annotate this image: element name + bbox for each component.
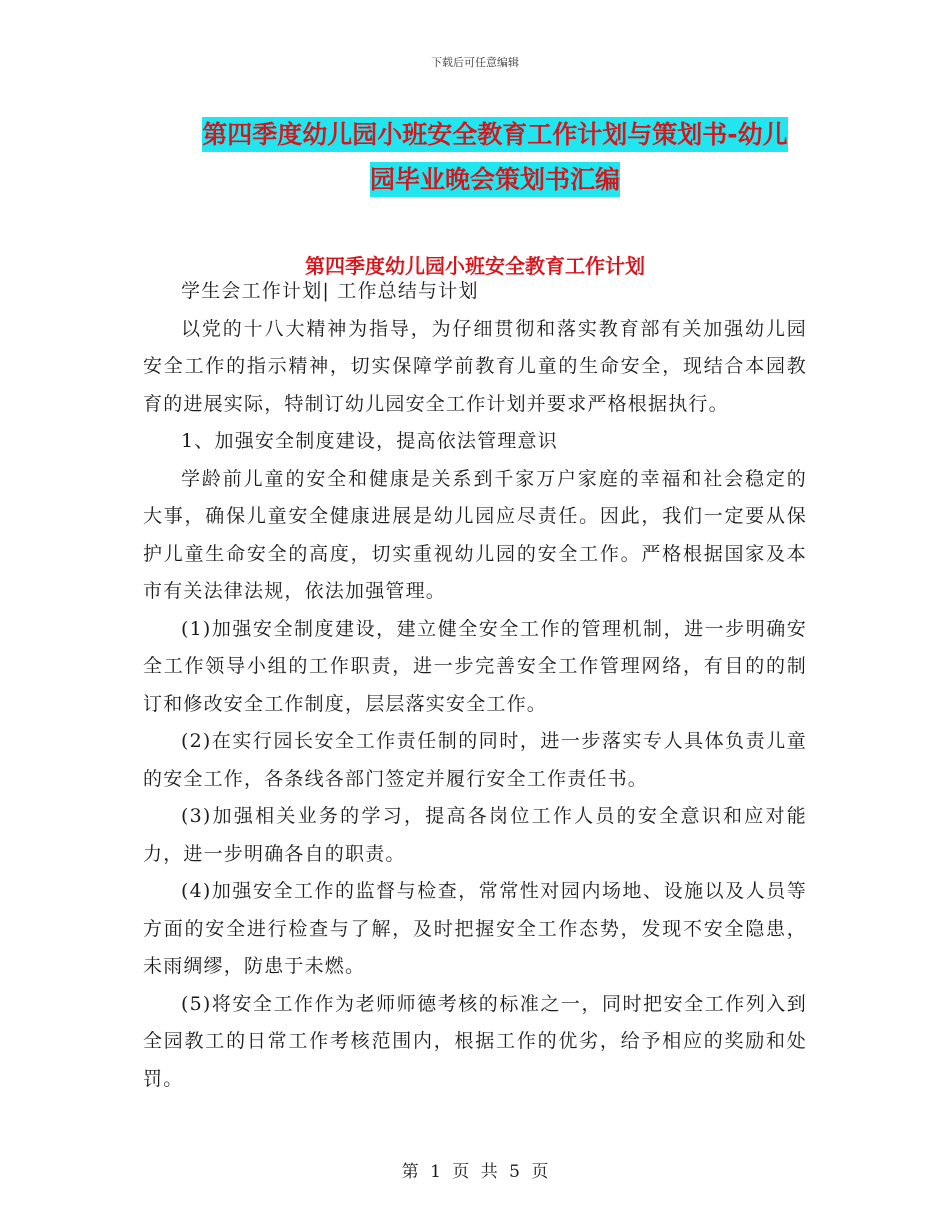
page-number: 第 1 页 共 5 页 [401, 1162, 549, 1182]
title-line-1: 第四季度幼儿园小班安全教育工作计划与策划书-幼儿 [202, 117, 787, 152]
document-body [143, 273, 807, 1098]
paragraph: (5)将安全工作作为老师师德考核的标准之一，同时把安全工作列入到全园教工的日常工作考核范围内，根据工作的优劣，给予相应的奖励和处罚。 [143, 992, 807, 1090]
paragraph: (3)加强相关业务的学习，提高各岗位工作人员的安全意识和应对能力，进一步明确各自的职责。 [143, 805, 807, 865]
header-note: 下载后可任意编辑 [431, 56, 519, 69]
section-title: 第四季度幼儿园小班安全教育工作计划 [305, 254, 645, 278]
document-title [140, 112, 850, 202]
paragraph: (2)在实行园长安全工作责任制的同时，进一步落实专人具体负责儿童的安全工作，各条线各部门签定并履行安全工作责任书。 [143, 730, 807, 790]
paragraph: 以党的十八大精神为指导，为仔细贯彻和落实教育部有关加强幼儿园安全工作的指示精神，切实保障学前教育儿童的生命安全，现结合本园教育的进展实际，特制订幼儿园安全工作计划并要求严格根据执行。 [143, 317, 807, 415]
paragraph: (4)加强安全工作的监督与检查，常常性对园内场地、设施以及人员等方面的安全进行检查与了解，及时把握安全工作态势，发现不安全隐患，未雨绸缪，防患于未燃。 [143, 880, 807, 977]
paragraph-heading: 1、加强安全制度建设，提高依法管理意识 [181, 430, 558, 452]
category-line: 学生会工作计划| 工作总结与计划 [181, 280, 479, 302]
title-line-2: 园毕业晚会策划书汇编 [370, 162, 620, 197]
paragraph: (1)加强安全制度建设，建立健全安全工作的管理机制，进一步明确安全工作领导小组的工作职责，进一步完善安全工作管理网络，有目的的制订和修改安全工作制度，层层落实安全工作。 [143, 617, 807, 715]
paragraph: 学龄前儿童的安全和健康是关系到千家万户家庭的幸福和社会稳定的大事，确保儿童安全健康进展是幼儿园应尽责任。因此，我们一定要从保护儿童生命安全的高度，切实重视幼儿园的安全工作。严格根据国家及本市有关法律法规，依法加强管理。 [143, 467, 807, 602]
